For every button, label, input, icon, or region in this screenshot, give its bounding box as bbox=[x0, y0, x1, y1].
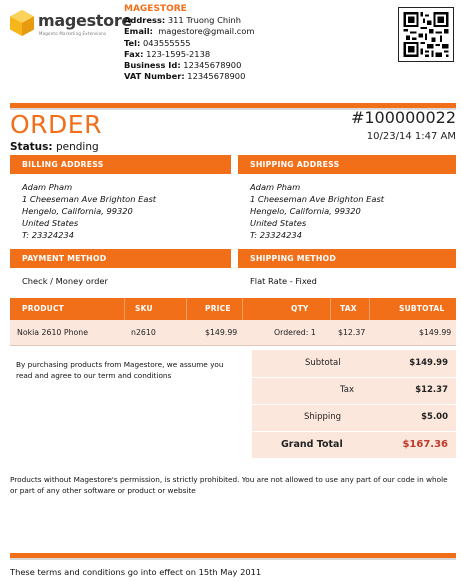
items-table-header bbox=[10, 298, 456, 320]
order-status: Status: pending bbox=[10, 141, 99, 153]
cell-qty: Ordered: 1 bbox=[274, 328, 316, 337]
prohibition-notice: Products without Magestore's permission, is strictly prohibited. You are not allowed to use any part of our code in whole or part of any other software or product or website bbox=[10, 475, 448, 495]
billing-address: Adam Pham 1 Cheeseman Ave Brighton East Hengelo, California, 99320 United States T: 23324234 bbox=[22, 182, 157, 240]
logo-wordmark: magestore bbox=[38, 11, 132, 30]
column-subtotal: SUBTOTAL bbox=[399, 304, 445, 313]
grand-total-label: Grand Total bbox=[281, 439, 343, 450]
cell-price: $149.99 bbox=[205, 328, 238, 337]
cell-product: Nokia 2610 Phone bbox=[17, 328, 89, 337]
order-title: ORDER bbox=[10, 110, 102, 139]
qr-code bbox=[398, 7, 454, 62]
totals-divider bbox=[252, 377, 456, 378]
shipping-address: Adam Pham 1 Cheeseman Ave Brighton East Hengelo, California, 99320 United States T: 23324234 bbox=[250, 182, 385, 240]
shipping-method-value: Flat Rate - Fixed bbox=[250, 276, 317, 286]
terms-notice: By purchasing products from Magestore, we assume you read and agree to our term and conditions bbox=[16, 360, 224, 380]
totals-divider bbox=[252, 431, 456, 432]
column-price: PRICE bbox=[205, 304, 231, 313]
column-divider bbox=[124, 298, 125, 320]
store-business-id: Business Id: 12345678900 bbox=[124, 60, 242, 71]
shipping-method-heading: SHIPPING METHOD bbox=[238, 249, 456, 268]
footer-divider-shadow bbox=[10, 558, 456, 560]
shipping-label: Shipping bbox=[304, 412, 342, 422]
cell-sku: n2610 bbox=[131, 328, 156, 337]
column-tax: TAX bbox=[340, 304, 357, 313]
store-logo bbox=[8, 9, 132, 39]
column-divider bbox=[186, 298, 187, 320]
column-sku: SKU bbox=[135, 304, 153, 313]
logo-tagline: Magento Marketing Extensions bbox=[39, 31, 107, 36]
store-vat: VAT Number: 12345678900 bbox=[124, 71, 246, 82]
order-number: #100000022 bbox=[350, 108, 456, 127]
cell-subtotal: $149.99 bbox=[419, 328, 452, 337]
column-divider bbox=[369, 298, 370, 320]
order-date: 10/23/14 1:47 AM bbox=[366, 131, 456, 142]
table-row bbox=[10, 320, 456, 345]
subtotal-label: Subtotal bbox=[305, 358, 341, 368]
payment-method-heading: PAYMENT METHOD bbox=[10, 249, 231, 268]
store-email: Email: magestore@gmail.com bbox=[124, 26, 255, 37]
column-divider bbox=[330, 298, 331, 320]
subtotal-value: $149.99 bbox=[409, 358, 448, 368]
store-tel: Tel: 043555555 bbox=[124, 37, 191, 48]
column-product: PRODUCT bbox=[22, 304, 64, 313]
totals-divider bbox=[252, 404, 456, 405]
footer-text: These terms and conditions go into effect on 15th May 2011 bbox=[10, 567, 262, 577]
column-qty: QTY bbox=[291, 304, 309, 313]
payment-method-value: Check / Money order bbox=[22, 276, 108, 286]
shipping-value: $5.00 bbox=[421, 412, 448, 422]
shipping-address-heading: SHIPPING ADDRESS bbox=[238, 155, 456, 174]
billing-address-heading: BILLING ADDRESS bbox=[10, 155, 231, 174]
store-address: Address: 311 Truong Chinh bbox=[124, 15, 241, 26]
logo-cube-icon bbox=[8, 9, 36, 37]
store-name: MAGESTORE bbox=[124, 4, 187, 14]
totals-box bbox=[252, 350, 456, 458]
tax-label: Tax bbox=[340, 385, 355, 395]
qr-code-icon bbox=[399, 8, 453, 61]
store-fax: Fax: 123-1595-2138 bbox=[124, 48, 211, 59]
grand-total-value: $167.36 bbox=[402, 439, 448, 450]
store-info bbox=[124, 4, 254, 82]
column-divider bbox=[242, 298, 243, 320]
cell-tax: $12.37 bbox=[338, 328, 366, 337]
tax-value: $12.37 bbox=[415, 385, 448, 395]
table-divider bbox=[10, 345, 456, 346]
